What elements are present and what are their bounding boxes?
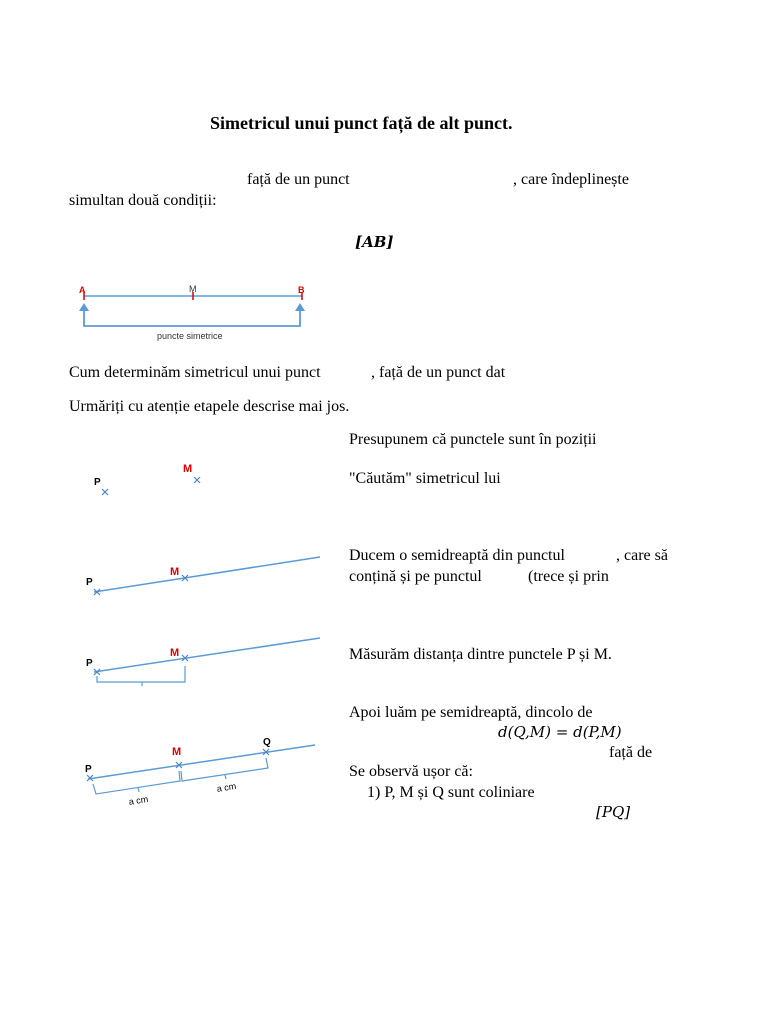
step1-label-m: M (183, 463, 193, 475)
label-b: B (298, 285, 305, 295)
step1-label-p: P (94, 477, 101, 488)
label-a: A (79, 285, 86, 295)
step1-text-1: Presupunem că punctele sunt în poziții (349, 431, 597, 448)
intro-text-2: , care îndeplinește (513, 171, 629, 188)
step2-text-2b: (trece și prin (528, 568, 609, 585)
step2-text-2a: conțină și pe punctul (349, 568, 482, 585)
step2-text-1a: Ducem o semidreaptă din punctul (349, 547, 565, 564)
step4-label-m: M (172, 746, 182, 758)
instructions-text: Urmăriți cu atenție etapele descrise mai jos. (69, 398, 350, 415)
step4-label-p: P (85, 764, 92, 775)
step4-segment-pq: [PQ] (596, 803, 631, 821)
page-title: Simetricul unui punct față de alt punct. (210, 113, 513, 133)
intro-text-1: față de un punct (247, 171, 350, 188)
step2-label-m: M (170, 566, 180, 578)
question-text-1: Cum determinăm simetricul unui punct (69, 364, 321, 381)
step2-text-1b: , care să (616, 547, 668, 564)
step3-text: Măsurăm distanța dintre punctele P și M. (349, 646, 612, 663)
step4-item-1: 1) P, M și Q sunt coliniare (367, 784, 535, 801)
step4-text-1: Apoi luăm pe semidreaptă, dincolo de (349, 704, 593, 721)
question-text-2: , față de un punct dat (371, 364, 506, 381)
step4-text-4: Se observă ușor că: (349, 763, 473, 780)
step1-text-2: "Căutăm" simetricul lui (349, 470, 501, 487)
step4-dist-2: a cm (216, 780, 237, 794)
step3-label-p: P (86, 658, 93, 669)
step4-formula: d(Q,M) = d(P,M) (498, 723, 622, 741)
intro-text-3: simultan două condiții: (69, 192, 217, 209)
segment-notation-ab: [AB] (355, 233, 394, 251)
step4-label-q: Q (263, 737, 271, 748)
step2-label-p: P (86, 577, 93, 588)
step3-label-m: M (170, 647, 180, 659)
caption-puncte-simetrice: puncte simetrice (157, 331, 223, 341)
label-m: M (189, 284, 197, 294)
step4-text-3: față de (609, 744, 653, 761)
step4-dist-1: a cm (128, 793, 149, 807)
